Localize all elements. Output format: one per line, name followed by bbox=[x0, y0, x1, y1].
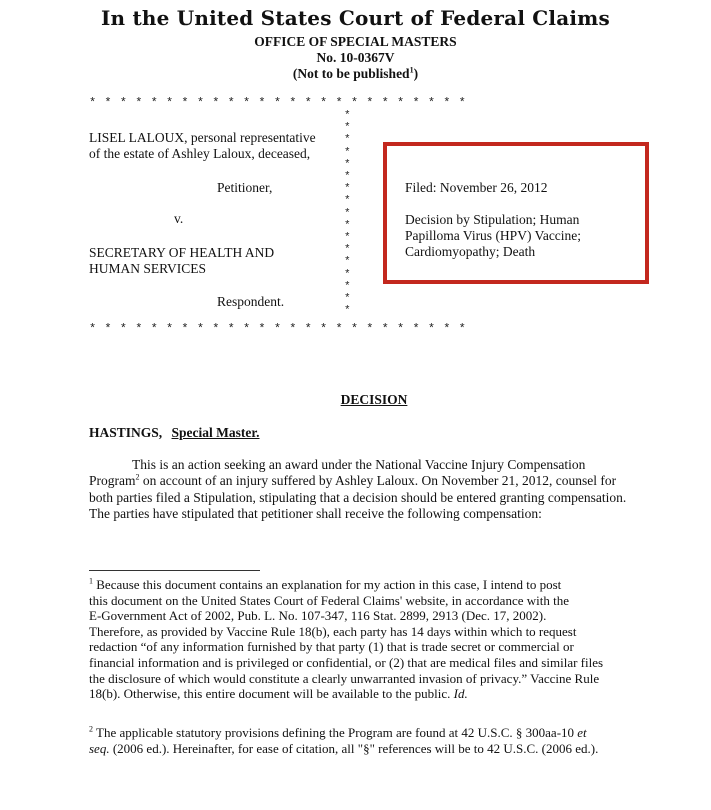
body-line-2a: Program bbox=[89, 473, 136, 489]
footnote-1-id: Id. bbox=[453, 686, 468, 702]
caption-top-stars: * * * * * * * * * * * * * * * * * * * * * * * * * bbox=[89, 96, 467, 110]
petitioner-line-2: of the estate of Ashley Laloux, deceased, bbox=[89, 146, 311, 161]
caption-star: * bbox=[344, 158, 351, 171]
body-line-2b: on account of an injury suffered by Ashley Laloux. On November 21, 2012, counsel for bbox=[139, 473, 617, 489]
case-topics-line-1: Decision by Stipulation; Human bbox=[405, 212, 580, 227]
footnote-1-mark: 1 bbox=[89, 576, 93, 586]
caption-star: * bbox=[344, 110, 351, 122]
author-line bbox=[89, 425, 260, 441]
case-topics-line-3: Cardiomyopathy; Death bbox=[405, 244, 536, 259]
footnote-1-line-3: Therefore, as provided by Vaccine Rule 18(b), each party has 14 days within which to request bbox=[89, 623, 577, 639]
caption-star-column bbox=[344, 110, 354, 317]
publication-note-text: (Not to be published bbox=[292, 66, 410, 81]
footnote-ref-1: 1 bbox=[409, 65, 414, 75]
footnote-1-line-5: financial information and is privileged or confidential, or (2) that are medical files and similar files bbox=[89, 654, 604, 670]
footnote-2 bbox=[89, 725, 669, 756]
footnote-1-text-0: Because this document contains an explanation for my action in this case, I intend to post bbox=[93, 577, 562, 592]
body-paragraph bbox=[89, 457, 669, 522]
case-topics-line-2: Papilloma Virus (HPV) Vaccine; bbox=[405, 228, 582, 243]
respondent-line-1: SECRETARY OF HEALTH AND bbox=[89, 245, 275, 260]
body-line-2 bbox=[89, 473, 669, 489]
petitioner-line-1: LISEL LALOUX, personal representative bbox=[89, 130, 316, 145]
footnote-2-text-1: The applicable statutory provisions defining the Program are found at 42 U.S.C. § 300aa-10 bbox=[93, 725, 578, 740]
caption-star: * bbox=[344, 207, 351, 220]
footnote-1-line-7 bbox=[89, 686, 669, 702]
caption-star: * bbox=[344, 280, 351, 293]
footnote-2-line-1 bbox=[89, 725, 669, 741]
decision-heading-text: DECISION bbox=[340, 392, 408, 407]
footnote-2-et: et bbox=[577, 725, 587, 740]
caption-star: * bbox=[344, 171, 351, 184]
caption-star: * bbox=[344, 256, 351, 269]
caption-star: * bbox=[344, 293, 351, 306]
footnote-2-seq: seq. bbox=[89, 740, 110, 756]
petitioner-role: Petitioner, bbox=[217, 180, 273, 195]
footnote-1 bbox=[89, 577, 669, 702]
footnote-rule bbox=[89, 570, 260, 571]
caption-star: * bbox=[344, 232, 351, 245]
petitioner-name bbox=[89, 130, 316, 162]
author-name: HASTINGS, bbox=[89, 425, 163, 440]
caption-star: * bbox=[344, 244, 351, 257]
caption-star: * bbox=[344, 122, 351, 135]
footnote-2-mark: 2 bbox=[89, 724, 93, 734]
decision-heading bbox=[0, 392, 711, 408]
footnote-1-line-0 bbox=[89, 577, 669, 593]
footnote-1-line-1: this document on the United States Court of Federal Claims' website, in accordance with the bbox=[89, 592, 569, 608]
footnote-ref-2: 2 bbox=[135, 472, 140, 482]
body-line-4: The parties have stipulated that petitioner shall receive the following compensation: bbox=[89, 505, 542, 521]
caption-star: * bbox=[344, 195, 351, 208]
case-number: No. 10-0367V bbox=[316, 50, 395, 65]
footnote-1-line-4: redaction “of any information furnished by that party (1) that is trade secret or commercial or bbox=[89, 639, 574, 655]
footnote-1-last: 18(b). Otherwise, this entire document will be available to the public. bbox=[89, 686, 454, 702]
body-line-1: This is an action seeking an award under the National Vaccine Injury Compensation bbox=[132, 457, 586, 472]
publication-note bbox=[0, 66, 711, 82]
footnote-2-line-2 bbox=[89, 741, 669, 757]
footnote-1-line-2: E-Government Act of 2002, Pub. L. No. 107-347, 116 Stat. 2899, 2913 (Dec. 17, 2002). bbox=[89, 608, 547, 624]
respondent-line-2: HUMAN SERVICES bbox=[89, 261, 207, 276]
caption-star: * bbox=[344, 146, 351, 159]
body-line-3: both parties filed a Stipulation, stipulating that a decision should be entered granting compensation. bbox=[89, 489, 627, 505]
footnote-2-text-2: (2006 ed.). Hereinafter, for ease of citation, all "§" references will be to 42 U.S.C. (2006 ed.). bbox=[109, 740, 599, 756]
respondent-role: Respondent. bbox=[217, 294, 285, 309]
caption-bottom-stars: * * * * * * * * * * * * * * * * * * * * * * * * * bbox=[89, 322, 467, 336]
versus: v. bbox=[174, 211, 184, 226]
footnote-1-line-6: the disclosure of which would constitute a clearly unwarranted invasion of privacy.” Vaccine Rule bbox=[89, 670, 600, 686]
caption-star: * bbox=[344, 219, 351, 232]
court-title: In the United States Court of Federal Claims bbox=[101, 6, 610, 30]
caption-star: * bbox=[344, 268, 351, 281]
case-topics bbox=[405, 212, 581, 260]
publication-note-close: ) bbox=[413, 66, 419, 81]
respondent-name bbox=[89, 245, 274, 277]
caption-star: * bbox=[344, 134, 351, 147]
caption-star: * bbox=[344, 183, 351, 196]
author-title: Special Master. bbox=[171, 425, 260, 440]
office-title: OFFICE OF SPECIAL MASTERS bbox=[254, 34, 457, 49]
caption-star: * bbox=[344, 305, 351, 318]
filed-date: Filed: November 26, 2012 bbox=[405, 180, 548, 195]
